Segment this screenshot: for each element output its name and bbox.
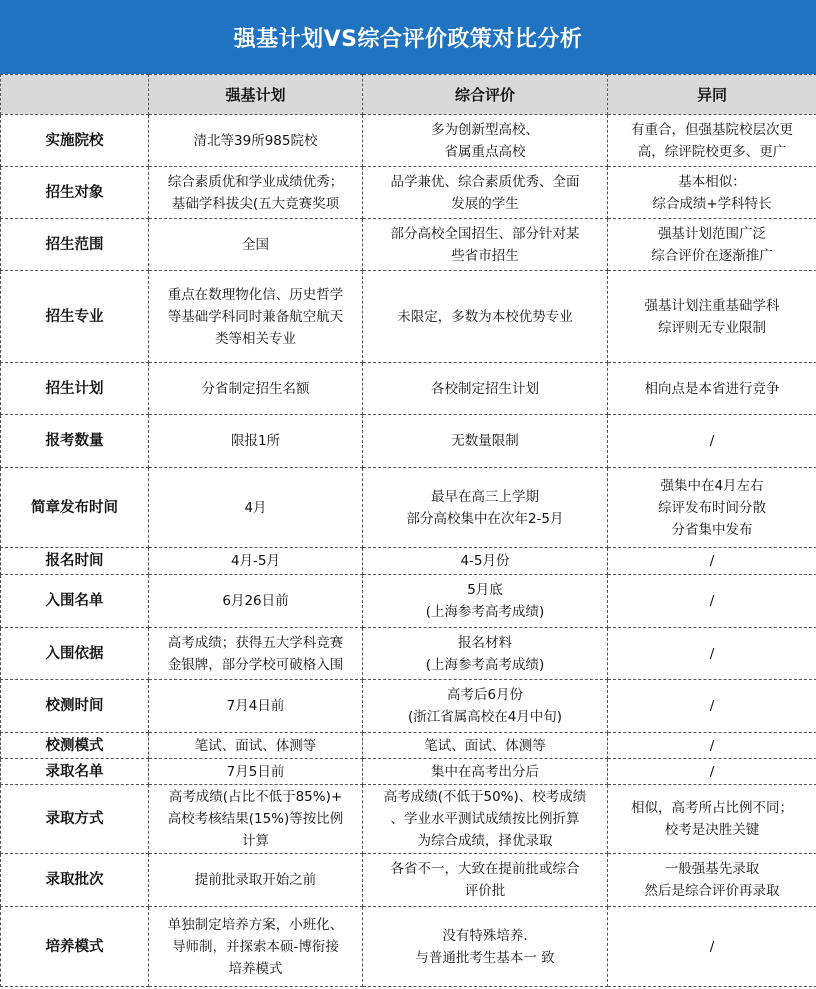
zonghe-cell: 高考成绩(不低于50%)、校考成绩 、学业水平测试成绩按比例折算 为综合成绩，择优录取: [363, 785, 608, 854]
qiangji-cell: 4月-5月: [149, 548, 363, 575]
header-diff: 异同: [608, 75, 816, 115]
row-label: 简章发布时间: [1, 468, 149, 548]
diff-cell: 有重合，但强基院校层次更 高，综评院校更多、更广: [608, 115, 816, 167]
qiangji-cell: 全国: [149, 219, 363, 271]
row-label: 入围依据: [1, 628, 149, 680]
table-row: [1, 575, 816, 628]
row-label: 招生对象: [1, 167, 149, 219]
header-blank: [1, 75, 149, 115]
table-row: [1, 680, 816, 733]
row-label: 报考数量: [1, 415, 149, 468]
qiangji-cell: 单独制定培养方案，小班化、 导师制，并探索本硕-博衔接 培养模式: [149, 907, 363, 987]
table-row: [1, 854, 816, 907]
zonghe-cell: 部分高校全国招生、部分针对某 些省市招生: [363, 219, 608, 271]
table-row: [1, 219, 816, 271]
qiangji-cell: 综合素质优和学业成绩优秀； 基础学科拔尖(五大竞赛奖项: [149, 167, 363, 219]
diff-cell: 相向点是本省进行竞争: [608, 363, 816, 415]
diff-cell: /: [608, 907, 816, 987]
header-qiangji: 强基计划: [149, 75, 363, 115]
zonghe-cell: 笔试、面试、体测等: [363, 733, 608, 759]
qiangji-cell: 清北等39所985院校: [149, 115, 363, 167]
row-label: 招生计划: [1, 363, 149, 415]
diff-cell: 强基计划注重基础学科 综评则无专业限制: [608, 271, 816, 363]
zonghe-cell: 未限定，多数为本校优势专业: [363, 271, 608, 363]
zonghe-cell: 最早在高三上学期 部分高校集中在次年2-5月: [363, 468, 608, 548]
qiangji-cell: 笔试、面试、体测等: [149, 733, 363, 759]
zonghe-cell: 品学兼优、综合素质优秀、全面 发展的学生: [363, 167, 608, 219]
row-label: 实施院校: [1, 115, 149, 167]
table-row: [1, 548, 816, 575]
diff-cell: /: [608, 733, 816, 759]
row-label: 入围名单: [1, 575, 149, 628]
row-label: 校测时间: [1, 680, 149, 733]
row-label: 录取名单: [1, 759, 149, 785]
row-label: 录取批次: [1, 854, 149, 907]
zonghe-cell: 5月底 (上海参考高考成绩): [363, 575, 608, 628]
header-zonghe: 综合评价: [363, 75, 608, 115]
row-label: 录取方式: [1, 785, 149, 854]
zonghe-cell: 多为创新型高校、 省属重点高校: [363, 115, 608, 167]
table-row: [1, 468, 816, 548]
table-row: [1, 628, 816, 680]
table-row: [1, 415, 816, 468]
zonghe-cell: 集中在高考出分后: [363, 759, 608, 785]
zonghe-cell: 各省不一，大致在提前批或综合 评价批: [363, 854, 608, 907]
diff-cell: 一般强基先录取 然后是综合评价再录取: [608, 854, 816, 907]
diff-cell: /: [608, 759, 816, 785]
qiangji-cell: 4月: [149, 468, 363, 548]
table-row: [1, 115, 816, 167]
diff-cell: 相似，高考所占比例不同； 校考是决胜关键: [608, 785, 816, 854]
table-row: [1, 167, 816, 219]
diff-cell: /: [608, 575, 816, 628]
table-row: [1, 363, 816, 415]
diff-cell: /: [608, 415, 816, 468]
zonghe-cell: 无数量限制: [363, 415, 608, 468]
diff-cell: 强集中在4月左右 综评发布时间分散 分省集中发布: [608, 468, 816, 548]
zonghe-cell: 4-5月份: [363, 548, 608, 575]
qiangji-cell: 重点在数理物化信、历史哲学 等基础学科同时兼备航空航天 类等相关专业: [149, 271, 363, 363]
qiangji-cell: 限报1所: [149, 415, 363, 468]
diff-cell: /: [608, 548, 816, 575]
zonghe-cell: 报名材料 (上海参考高考成绩): [363, 628, 608, 680]
zonghe-cell: 高考后6月份 (浙江省属高校在4月中旬): [363, 680, 608, 733]
zonghe-cell: 各校制定招生计划: [363, 363, 608, 415]
qiangji-cell: 高考成绩(占比不低于85%)+ 高校考核结果(15%)等按比例 计算: [149, 785, 363, 854]
table-row: [1, 759, 816, 785]
qiangji-cell: 7月4日前: [149, 680, 363, 733]
table-row: [1, 733, 816, 759]
row-label: 招生专业: [1, 271, 149, 363]
qiangji-cell: 6月26日前: [149, 575, 363, 628]
row-label: 招生范围: [1, 219, 149, 271]
qiangji-cell: 提前批录取开始之前: [149, 854, 363, 907]
comparison-table: [0, 74, 816, 987]
table-row: [1, 785, 816, 854]
table-header-row: [1, 75, 816, 115]
diff-cell: 强基计划范围广泛 综合评价在逐渐推广: [608, 219, 816, 271]
row-label: 报名时间: [1, 548, 149, 575]
table-row: [1, 271, 816, 363]
row-label: 培养模式: [1, 907, 149, 987]
table-row: [1, 907, 816, 987]
page-title: 强基计划VS综合评价政策对比分析: [0, 0, 816, 74]
diff-cell: /: [608, 680, 816, 733]
zonghe-cell: 没有特殊培养. 与普通批考生基本一 致: [363, 907, 608, 987]
qiangji-cell: 7月5日前: [149, 759, 363, 785]
qiangji-cell: 高考成绩；获得五大学科竞赛 金银牌，部分学校可破格入围: [149, 628, 363, 680]
diff-cell: /: [608, 628, 816, 680]
row-label: 校测模式: [1, 733, 149, 759]
diff-cell: 基本相似： 综合成绩+学科特长: [608, 167, 816, 219]
qiangji-cell: 分省制定招生名额: [149, 363, 363, 415]
